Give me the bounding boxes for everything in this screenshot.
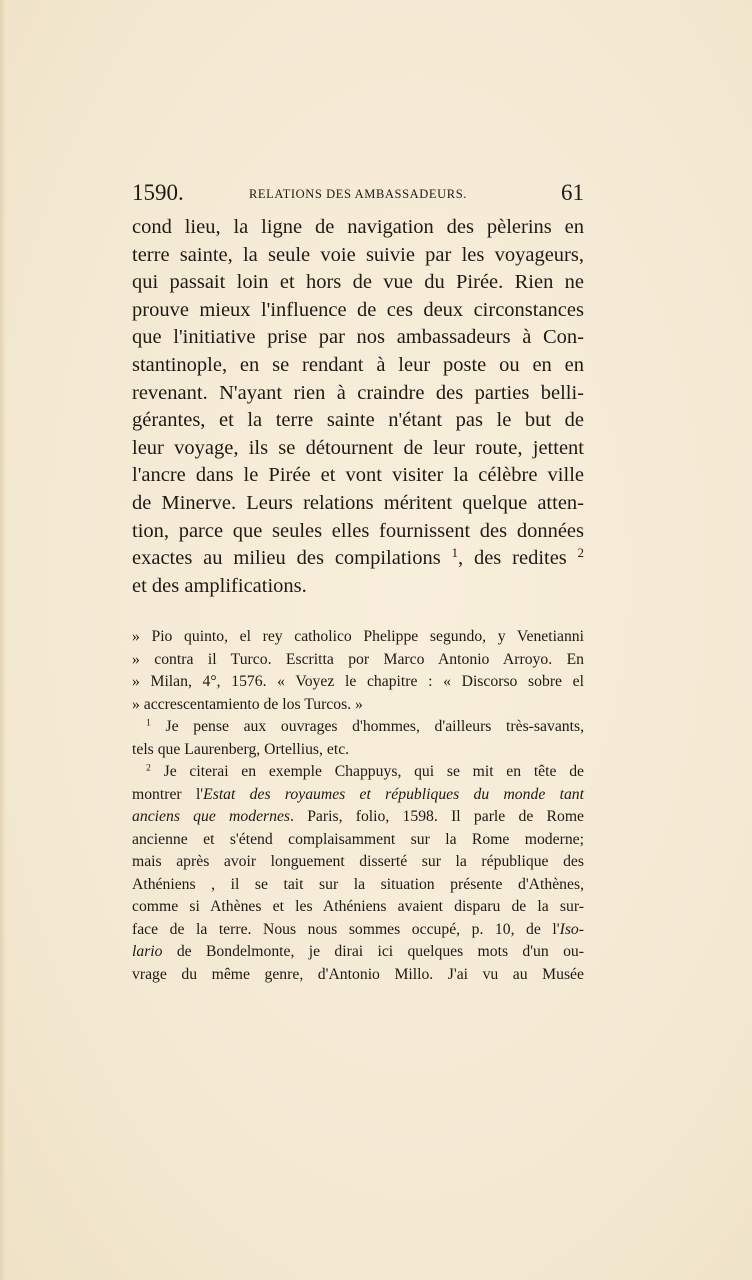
book-title-italic: Iso- <box>559 920 584 938</box>
body-line: gérantes, et la terre sainte n'étant pas le but de <box>132 409 584 432</box>
body-line: terre sainte, la seule voie suivie par les voyageurs, <box>132 243 584 266</box>
footnote-2-line: comme si Athènes et les Athéniens avaient disparu de la sur- <box>132 898 584 915</box>
footnote-continued-line: » accrescentamiento de los Turcos. » <box>132 695 363 713</box>
footnote-text: montrer l' <box>132 785 204 803</box>
body-line: l'ancre dans le Pirée et vont visiter la célèbre ville <box>132 464 584 487</box>
footnote-2-line <box>132 761 584 784</box>
footnote-2-line: vrage du même genre, d'Antonio Millo. J'ai vu au Musée <box>132 965 584 983</box>
footnote-text: . Paris, folio, 1598. Il parle de Rome <box>290 808 584 825</box>
body-line: cond lieu, la ligne de navigation des pèlerins en <box>132 216 584 238</box>
body-line: tion, parce que seules elles fournissent des données <box>132 519 584 542</box>
running-header <box>132 178 584 210</box>
footnote-2-line <box>132 784 584 807</box>
footnote-2-line: Athéniens , il se tait sur la situation présente d'Athènes, <box>132 875 584 893</box>
footnote-2-line <box>132 941 584 964</box>
footnote-1-mark: 1 <box>146 717 151 729</box>
main-text <box>132 214 584 600</box>
footnote-2-line: mais après avoir longuement disserté sur la république des <box>132 853 584 870</box>
page-binding-edge <box>0 0 6 1280</box>
book-title-italic: lario <box>132 943 163 960</box>
body-line: revenant. N'ayant rien à craindre des parties belli- <box>132 381 584 404</box>
footnote-2-mark: 2 <box>146 762 151 774</box>
body-line: prouve mieux l'influence de ces deux circonstances <box>132 298 584 321</box>
footnote-2-line: ancienne et s'étend complaisamment sur la Rome moderne; <box>132 830 584 848</box>
footnote-continued-line: » Pio quinto, el rey catholico Phelippe segundo, y Venetianni <box>132 628 584 645</box>
book-title-italic: anciens que modernes <box>132 808 291 825</box>
body-text: exactes au milieu des compilations <box>132 547 441 570</box>
footnote-text: face de la terre. Nous nous sommes occupé, p. 10, de l' <box>132 920 560 938</box>
footnote-ref-2: 2 <box>577 546 585 561</box>
footnote-2-line <box>132 806 584 829</box>
page-number: 61 <box>561 180 584 205</box>
body-line-with-note-refs <box>132 545 584 573</box>
footnote-2-line <box>132 919 584 942</box>
footnote-text: de Bondelmonte, je dirai ici quelques mots d'un ou- <box>162 943 584 960</box>
body-line: stantinople, en se rendant à leur poste ou en en <box>132 353 584 376</box>
body-line: leur voyage, ils se détournent de leur route, jettent <box>132 436 584 459</box>
body-line: que l'initiative prise par nos ambassadeurs à Con- <box>132 326 584 349</box>
body-line: de Minerve. Leurs relations méritent quelque atten- <box>132 491 584 514</box>
footnote-ref-1: 1 <box>451 546 458 561</box>
book-title-italic: Estat des royaumes et républiques du monde tant <box>203 785 584 803</box>
body-text: , des redites <box>457 547 567 570</box>
footnotes <box>132 626 584 986</box>
footnote-text: Je citerai en exemple Chappuys, qui se mit en tête de <box>163 763 584 780</box>
footnote-continued-line: » contra il Turco. Escritta por Marco Antonio Arroyo. En <box>132 650 584 668</box>
body-line: qui passait loin et hors de vue du Pirée. Rien ne <box>132 271 584 294</box>
header-year: 1590. <box>132 180 184 205</box>
body-line: et des amplifications. <box>132 574 307 597</box>
footnote-1-line <box>132 716 584 739</box>
footnote-1-line: tels que Laurenberg, Ortellius, etc. <box>132 740 350 758</box>
footnote-text: Je pense aux ouvrages d'hommes, d'ailleurs très-savants, <box>165 718 585 735</box>
footnote-continued-line: » Milan, 4°, 1576. « Voyez le chapitre : « Discorso sobre el <box>132 673 584 690</box>
running-title: RELATIONS DES AMBASSADEURS. <box>249 187 467 201</box>
